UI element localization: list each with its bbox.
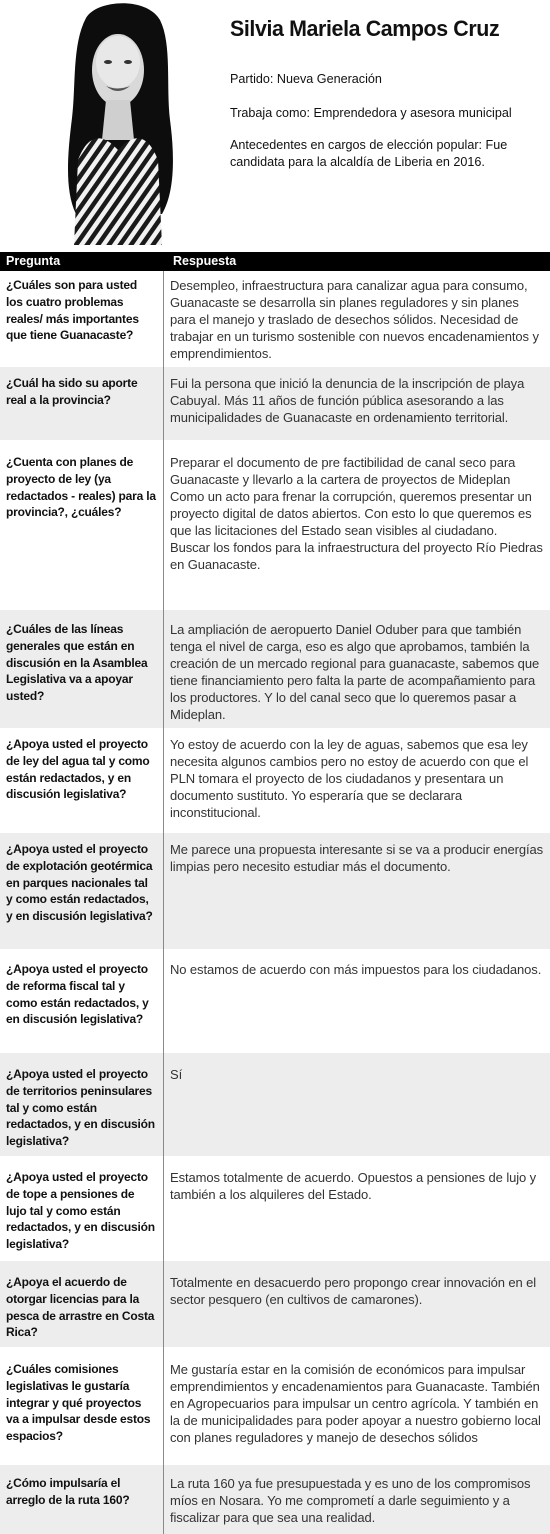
candidate-party: Partido: Nueva Generación — [230, 72, 382, 86]
row-answer: La ruta 160 ya fue presupuestada y es uno de los compromisos míos en Nosara. Yo me comprometí a darle seguimiento y a fiscalizar para que sea una realidad. — [170, 1476, 531, 1525]
candidate-name: Silvia Mariela Campos Cruz — [230, 16, 500, 41]
qa-row-geothermal — [0, 833, 550, 949]
row-question: ¿Apoya usted el proyecto de explotación geotérmica en parques nacionales tal y como están redactados, y en discusión legislativa? — [6, 842, 153, 924]
row-answer: Totalmente en desacuerdo pero propongo crear innovación en el sector pesquero (en cultivos de camarones). — [170, 1275, 537, 1307]
row-answer: Estamos totalmente de acuerdo. Opuestos a pensiones de lujo y también a los alquileres del Estado. — [170, 1170, 537, 1202]
qa-row-commissions — [0, 1347, 550, 1465]
answer-column-header: Respuesta — [173, 254, 237, 268]
qa-row-trawling — [0, 1261, 550, 1347]
qa-row-fiscal-reform — [0, 949, 550, 1053]
row-question: ¿Cuáles de las líneas generales que están en discusión en la Asamblea Legislativa va a apoyar usted? — [6, 622, 148, 704]
row-question: ¿Cuál ha sido su aporte real a la provincia? — [6, 376, 138, 407]
qa-row-contribution — [0, 367, 550, 440]
table-header — [0, 252, 550, 271]
row-question: ¿Apoya usted el proyecto de reforma fiscal tal y como están redactados, y en discusión legislativa? — [6, 962, 149, 1027]
row-answer: Sí — [170, 1067, 183, 1082]
row-answer: Me gustaría estar en la comisión de económicos para impulsar emprendimientos y encadenamientos para Guanacaste. También en Agropecuarios para impulsar un centro agrícola. Y también en la de municipalidades para poder apoyar a nuestro gobierno local con planes reguladores y manejo de desechos sólidos — [170, 1362, 541, 1445]
candidate-occupation: Trabaja como: Emprendedora y asesora municipal — [230, 106, 512, 120]
row-answer: Yo estoy de acuerdo con la ley de aguas, sabemos que esa ley necesita algunos cambios pero no estoy de acuerdo con que el PLN tomara el proyecto de los ciudadanos y presentara un documento sustituto. Yo esperaría que se declarara inconstitucional. — [170, 737, 529, 820]
row-question: ¿Cómo impulsaría el arreglo de la ruta 160? — [6, 1476, 130, 1507]
row-answer: La ampliación de aeropuerto Daniel Oduber para que también tenga el nivel de carga, eso es algo que aprobamos, también la creación de un mercado regional para guanacaste, sabemos que tiene financiamiento pero falta la parte de acompañamiento para los productores. Y lo del canal seco que lo queremos pasar a Mideplan. — [170, 622, 540, 722]
qa-row-peninsular — [0, 1053, 550, 1156]
row-answer: Preparar el documento de pre factibilidad de canal seco para Guanacaste y llevarlo a la cartera de proyectos de Mideplan Como un acto para frenar la corrupción, queremos presentar un proyecto digital de datos abiertos. Con esto lo que queremos es que las licitaciones del Estado sean visibles al ciudadano. Buscar los fondos para la infraestructura del proyecto Río Piedras en Guanacaste. — [170, 455, 543, 572]
qa-row-bill-plans — [0, 440, 550, 610]
column-divider — [163, 271, 164, 1534]
row-question: ¿Cuáles son para usted los cuatro problemas reales/ más importantes que tiene Guanacaste? — [6, 278, 139, 343]
row-question: ¿Apoya usted el proyecto de territorios peninsulares tal y como están redactados, y en discusión legislativa? — [6, 1067, 155, 1149]
qa-row-route-160 — [0, 1465, 550, 1534]
qa-row-pensions — [0, 1156, 550, 1261]
candidate-portrait — [58, 0, 176, 245]
row-question: ¿Apoya el acuerdo de otorgar licencias para la pesca de arrastre en Costa Rica? — [6, 1275, 155, 1340]
qa-row-general-lines — [0, 610, 550, 728]
row-answer: No estamos de acuerdo con más impuestos para los ciudadanos. — [170, 962, 542, 977]
candidate-header — [0, 0, 550, 250]
row-question: ¿Cuáles comisiones legislativas le gustaría integrar y qué proyectos va a impulsar desde estos espacios? — [6, 1362, 151, 1444]
row-question: ¿Apoya usted el proyecto de tope a pensiones de lujo tal y como están redactados, y en discusión legislativa? — [6, 1170, 155, 1252]
question-column-header: Pregunta — [6, 254, 61, 268]
row-question: ¿Apoya usted el proyecto de ley del agua tal y como están redactados, y en discusión legislativa? — [6, 737, 150, 802]
candidate-background: Antecedentes en cargos de elección popular: Fue candidata para la alcaldía de Liberia en 2016. — [230, 138, 508, 169]
qa-row-problems — [0, 271, 550, 367]
row-answer: Fui la persona que inició la denuncia de la inscripción de playa Cabuyal. Más 11 años de función pública asesorando a las municipalidades de Guanacaste en ordenamiento territorial. — [170, 376, 525, 425]
row-question: ¿Cuenta con planes de proyecto de ley (ya redactados - reales) para la provincia?, ¿cuáles? — [6, 455, 156, 520]
row-answer: Desempleo, infraestructura para canalizar agua para consumo, Guanacaste se desarrolla sin planes reguladores y sin planes para el manejo y traslado de desechos sólidos. Necesidad de trabajar en un turismo sostenible con nuevos encadenamientos y emprendimientos. — [170, 278, 539, 361]
qa-row-water-law — [0, 728, 550, 833]
row-answer: Me parece una propuesta interesante si se va a producir energías limpias pero necesito estudiar más el documento. — [170, 842, 543, 874]
